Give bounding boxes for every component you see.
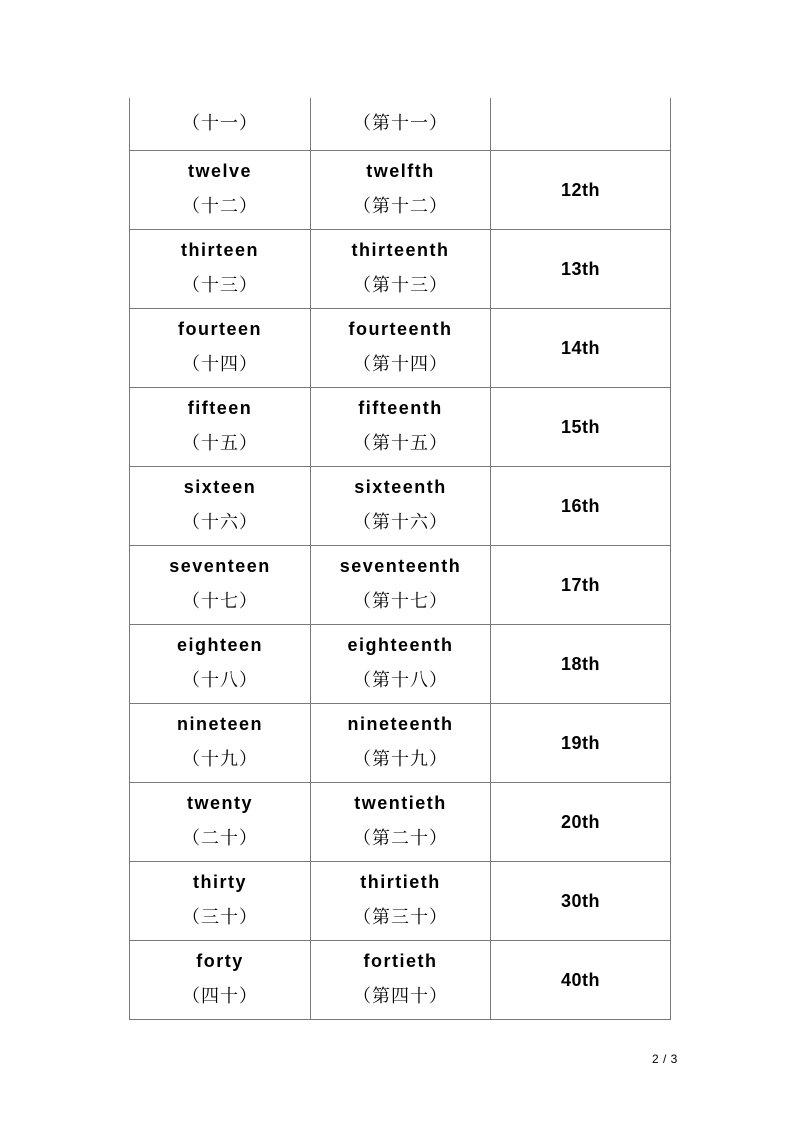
cardinal-chinese: （十五） — [182, 433, 258, 454]
cardinal-word: thirteen — [180, 240, 259, 260]
ordinal-cell — [311, 546, 491, 625]
cardinal-cell — [130, 388, 311, 467]
ordinal-chinese: （第十三） — [353, 275, 448, 296]
ordinal-cell — [311, 230, 491, 309]
ordinal-cell — [311, 388, 491, 467]
abbreviation-cell — [491, 388, 671, 467]
ordinal-chinese: （第十四） — [353, 354, 448, 375]
table-row — [130, 941, 671, 1020]
ordinal-word: eighteenth — [347, 635, 454, 655]
abbreviation-cell — [491, 704, 671, 783]
cardinal-word: seventeen — [169, 556, 271, 576]
cardinal-cell — [130, 941, 311, 1020]
cardinal-chinese: （三十） — [182, 907, 258, 928]
cardinal-chinese: （四十） — [182, 986, 258, 1007]
ordinal-chinese: （第十六） — [353, 512, 448, 533]
cardinal-cell — [130, 704, 311, 783]
cardinal-cell — [130, 783, 311, 862]
numbers-table — [129, 98, 671, 1020]
table-row — [130, 625, 671, 704]
cardinal-chinese: （十三） — [182, 275, 258, 296]
cardinal-word: sixteen — [183, 477, 257, 497]
cardinal-cell — [130, 98, 311, 151]
ordinal-abbreviation: 40th — [560, 969, 600, 990]
ordinal-cell — [311, 625, 491, 704]
cardinal-cell — [130, 625, 311, 704]
cardinal-chinese: （十二） — [182, 196, 258, 217]
cardinal-cell — [130, 309, 311, 388]
ordinal-word: fourteenth — [348, 319, 453, 339]
ordinal-word: fortieth — [363, 951, 438, 971]
ordinal-cell — [311, 704, 491, 783]
cardinal-word: fifteen — [187, 398, 253, 418]
table-row — [130, 783, 671, 862]
abbreviation-cell — [491, 309, 671, 388]
numbers-table-body — [130, 98, 671, 1020]
ordinal-cell — [311, 309, 491, 388]
ordinal-word: seventeenth — [339, 556, 462, 576]
ordinal-cell — [311, 98, 491, 151]
ordinal-abbreviation: 17th — [560, 574, 600, 595]
ordinal-chinese: （第十七） — [353, 591, 448, 612]
cardinal-word: fourteen — [178, 319, 262, 339]
ordinal-abbreviation: 30th — [560, 890, 600, 911]
abbreviation-cell — [491, 98, 671, 151]
ordinal-chinese: （第十二） — [353, 196, 448, 217]
ordinal-chinese: （第四十） — [353, 986, 448, 1007]
table-row — [130, 862, 671, 941]
table-row — [130, 388, 671, 467]
cardinal-cell — [130, 862, 311, 941]
ordinal-chinese: （第十九） — [353, 749, 448, 770]
cardinal-word: forty — [196, 951, 244, 971]
cardinal-cell — [130, 230, 311, 309]
ordinal-abbreviation: 18th — [560, 653, 600, 674]
ordinal-abbreviation: 19th — [560, 732, 600, 753]
ordinal-abbreviation: 12th — [560, 179, 600, 200]
cardinal-word: twenty — [186, 793, 253, 813]
cardinal-chinese: （二十） — [182, 828, 258, 849]
ordinal-abbreviation: 14th — [560, 337, 600, 358]
ordinal-abbreviation: 13th — [560, 258, 600, 279]
ordinal-word: twelfth — [366, 161, 435, 181]
abbreviation-cell — [491, 151, 671, 230]
cardinal-chinese: （十七） — [182, 591, 258, 612]
ordinal-chinese: （第十五） — [353, 433, 448, 454]
ordinal-word: twentieth — [354, 793, 447, 813]
cardinal-chinese: （十四） — [182, 354, 258, 375]
cardinal-chinese: （十一） — [182, 113, 258, 134]
cardinal-word: eighteen — [176, 635, 263, 655]
table-row — [130, 467, 671, 546]
cardinal-chinese: （十八） — [182, 670, 258, 691]
table-row — [130, 704, 671, 783]
ordinal-chinese: （第十一） — [353, 113, 448, 134]
ordinal-cell — [311, 941, 491, 1020]
abbreviation-cell — [491, 467, 671, 546]
cardinal-chinese: （十九） — [182, 749, 258, 770]
table-row — [130, 230, 671, 309]
table-row — [130, 151, 671, 230]
ordinal-chinese: （第十八） — [353, 670, 448, 691]
cardinal-cell — [130, 151, 311, 230]
abbreviation-cell — [491, 230, 671, 309]
abbreviation-cell — [491, 941, 671, 1020]
ordinal-word: sixteenth — [354, 477, 447, 497]
abbreviation-cell — [491, 783, 671, 862]
ordinal-word: nineteenth — [347, 714, 454, 734]
ordinal-word: fifteenth — [358, 398, 443, 418]
ordinal-abbreviation: 16th — [560, 495, 600, 516]
ordinal-cell — [311, 862, 491, 941]
ordinal-cell — [311, 467, 491, 546]
cardinal-word: twelve — [187, 161, 253, 181]
ordinal-chinese: （第二十） — [353, 828, 448, 849]
page-number: 2 / 3 — [652, 1052, 678, 1066]
ordinal-chinese: （第三十） — [353, 907, 448, 928]
table-row — [130, 546, 671, 625]
abbreviation-cell — [491, 625, 671, 704]
abbreviation-cell — [491, 546, 671, 625]
cardinal-word: thirty — [193, 872, 247, 892]
ordinal-abbreviation: 20th — [560, 811, 600, 832]
cardinal-cell — [130, 467, 311, 546]
abbreviation-cell — [491, 862, 671, 941]
ordinal-abbreviation: 15th — [560, 416, 600, 437]
table-row — [130, 309, 671, 388]
ordinal-word: thirtieth — [360, 872, 441, 892]
cardinal-word: nineteen — [176, 714, 263, 734]
table-row-continued — [130, 98, 671, 151]
ordinal-cell — [311, 783, 491, 862]
cardinal-chinese: （十六） — [182, 512, 258, 533]
cardinal-cell — [130, 546, 311, 625]
ordinal-word: thirteenth — [351, 240, 450, 260]
ordinal-cell — [311, 151, 491, 230]
